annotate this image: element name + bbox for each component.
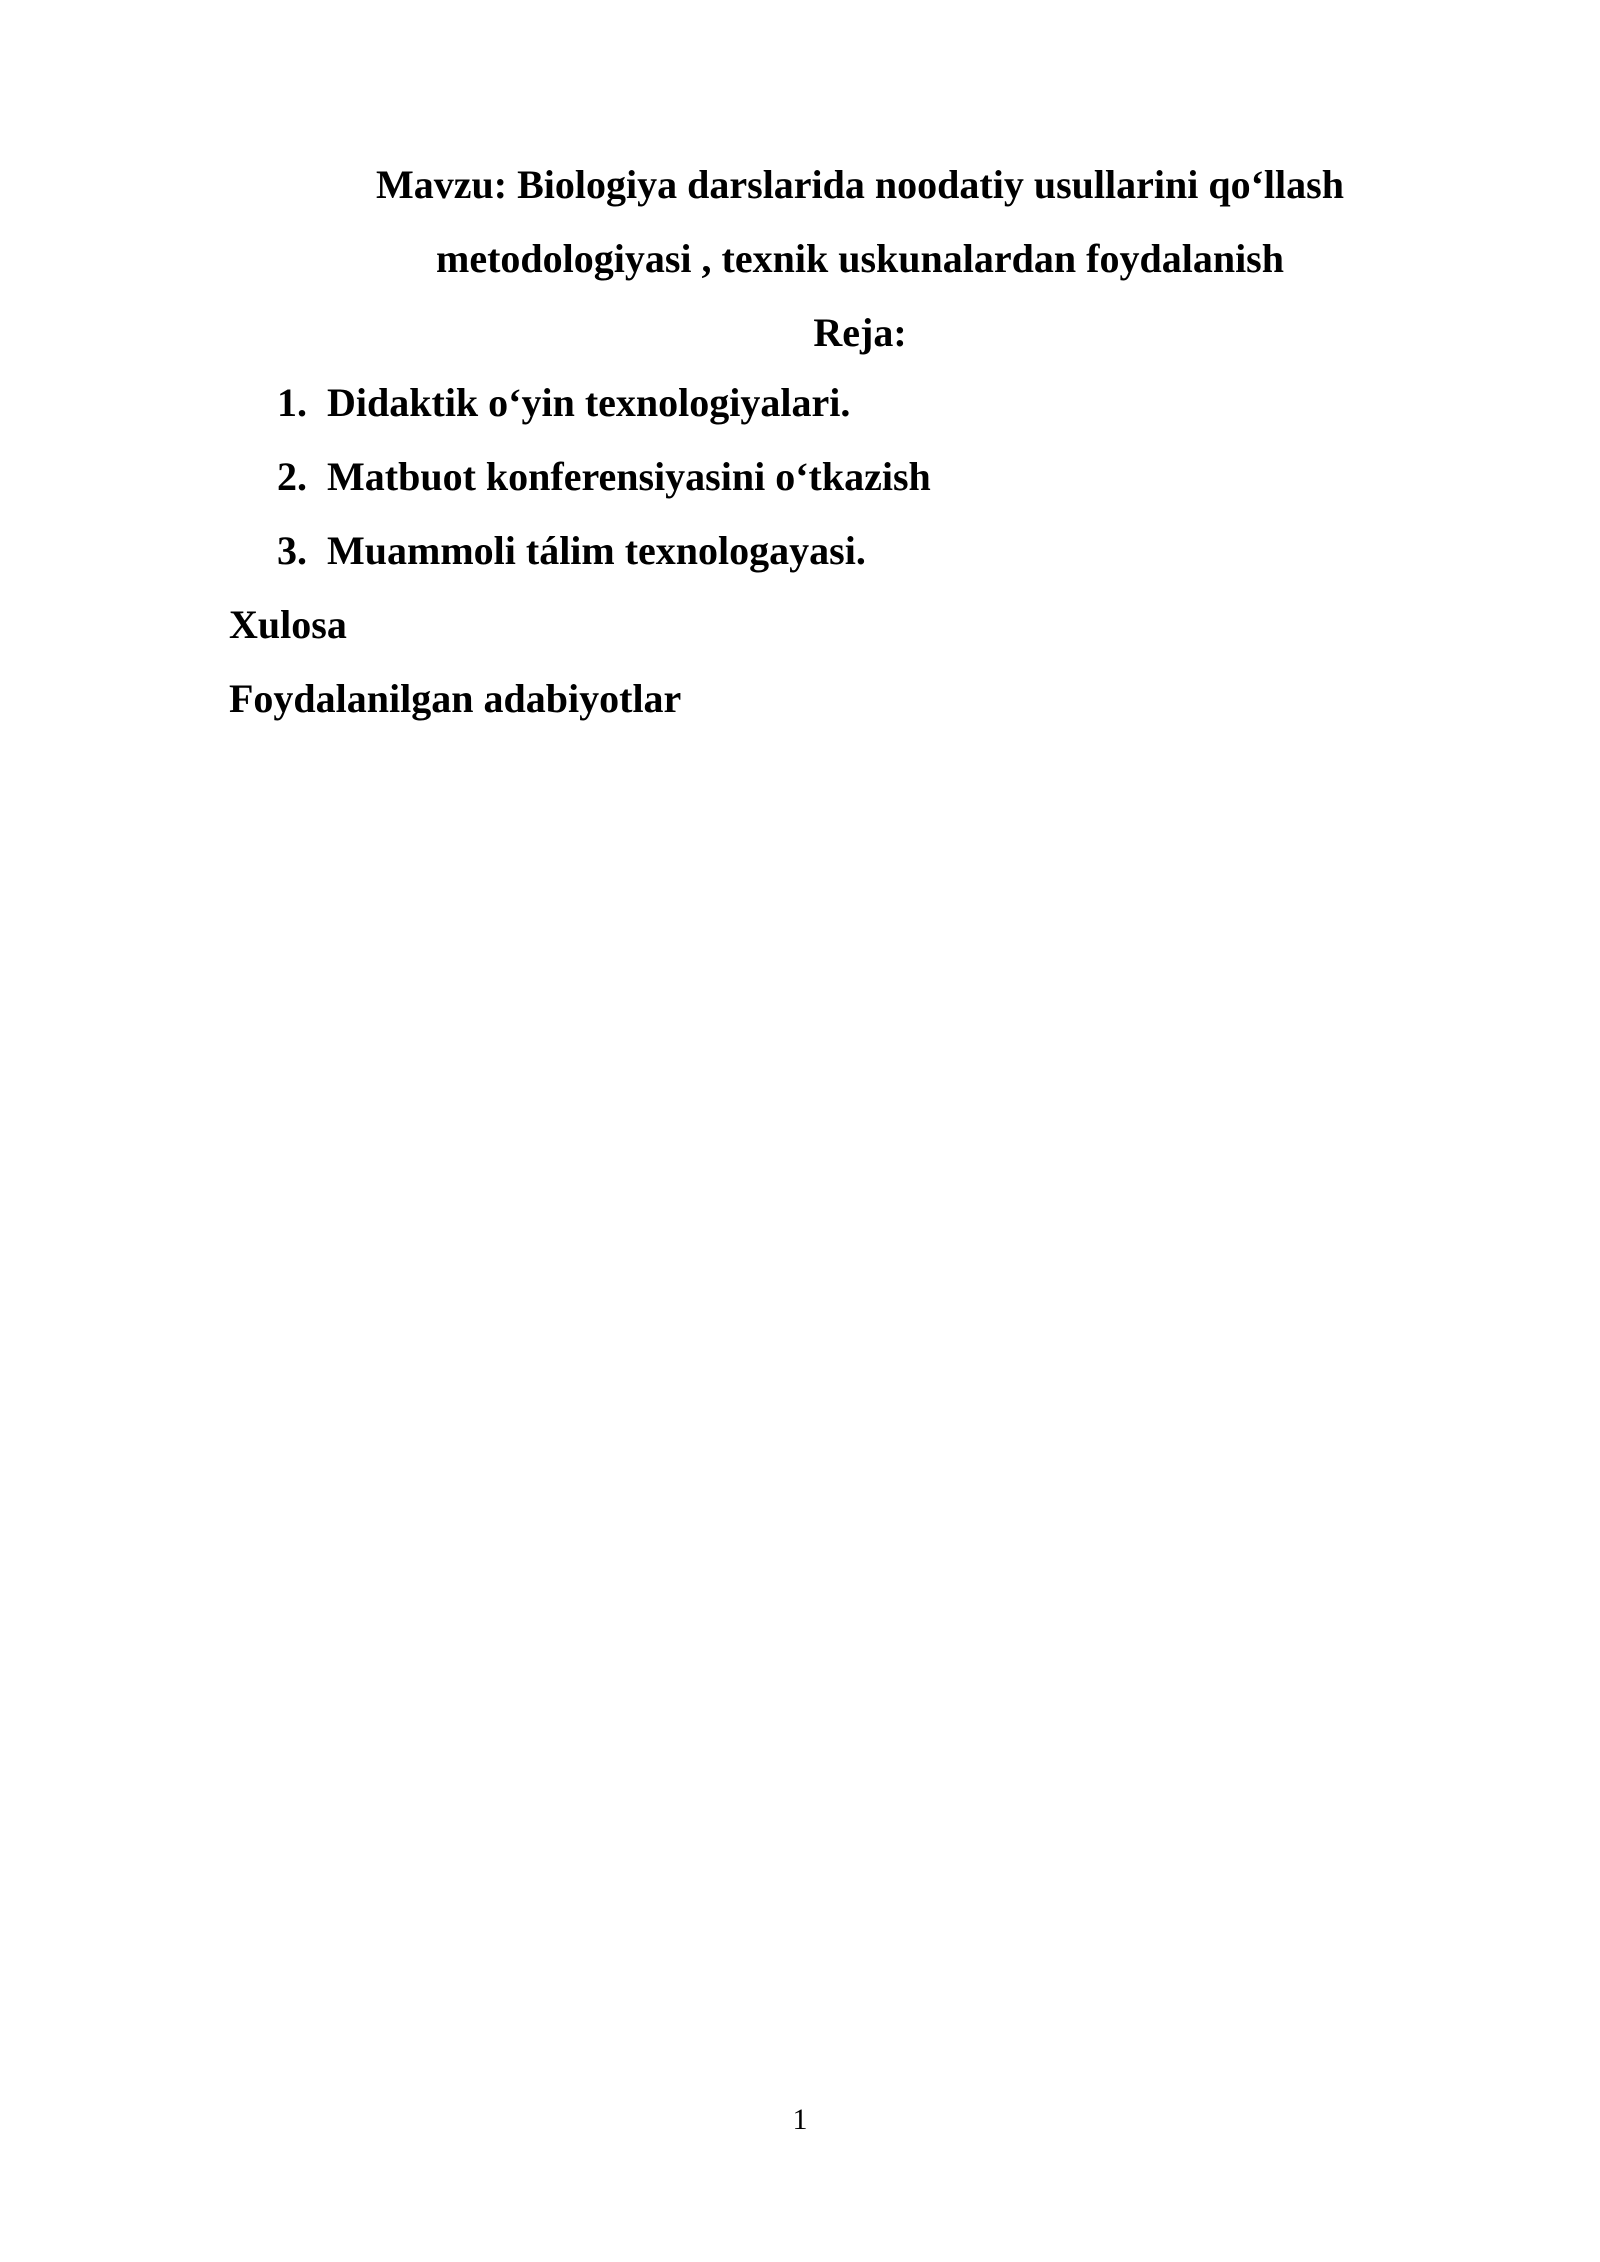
plan-item-number: 1.: [277, 380, 307, 425]
plan-item-number: 2.: [277, 454, 307, 499]
title-block: [230, 148, 1490, 370]
plan-item-number: 3.: [277, 528, 307, 573]
plan-item-text: Matbuot konferensiyasini o‘tkazish: [327, 454, 931, 499]
title-line-1: Mavzu: Biologiya darslarida noodatiy usullarini qo‘llash: [376, 162, 1344, 207]
plan-item: [277, 366, 931, 440]
plan-heading: Reja:: [813, 310, 907, 355]
plan-item-text: Didaktik o‘yin texnologiyalari.: [327, 380, 851, 425]
tail-block: [229, 588, 681, 736]
page-number: 1: [792, 2103, 808, 2136]
plan-list: [277, 366, 931, 588]
plan-item-text: Muammoli tálim texnologayasi.: [327, 528, 866, 573]
title-line-2: metodologiyasi , texnik uskunalardan foydalanish: [436, 236, 1284, 281]
plan-item: [277, 514, 931, 588]
conclusion-heading: Xulosa: [229, 602, 347, 647]
plan-item: [277, 440, 931, 514]
references-heading: Foydalanilgan adabiyotlar: [229, 676, 682, 721]
